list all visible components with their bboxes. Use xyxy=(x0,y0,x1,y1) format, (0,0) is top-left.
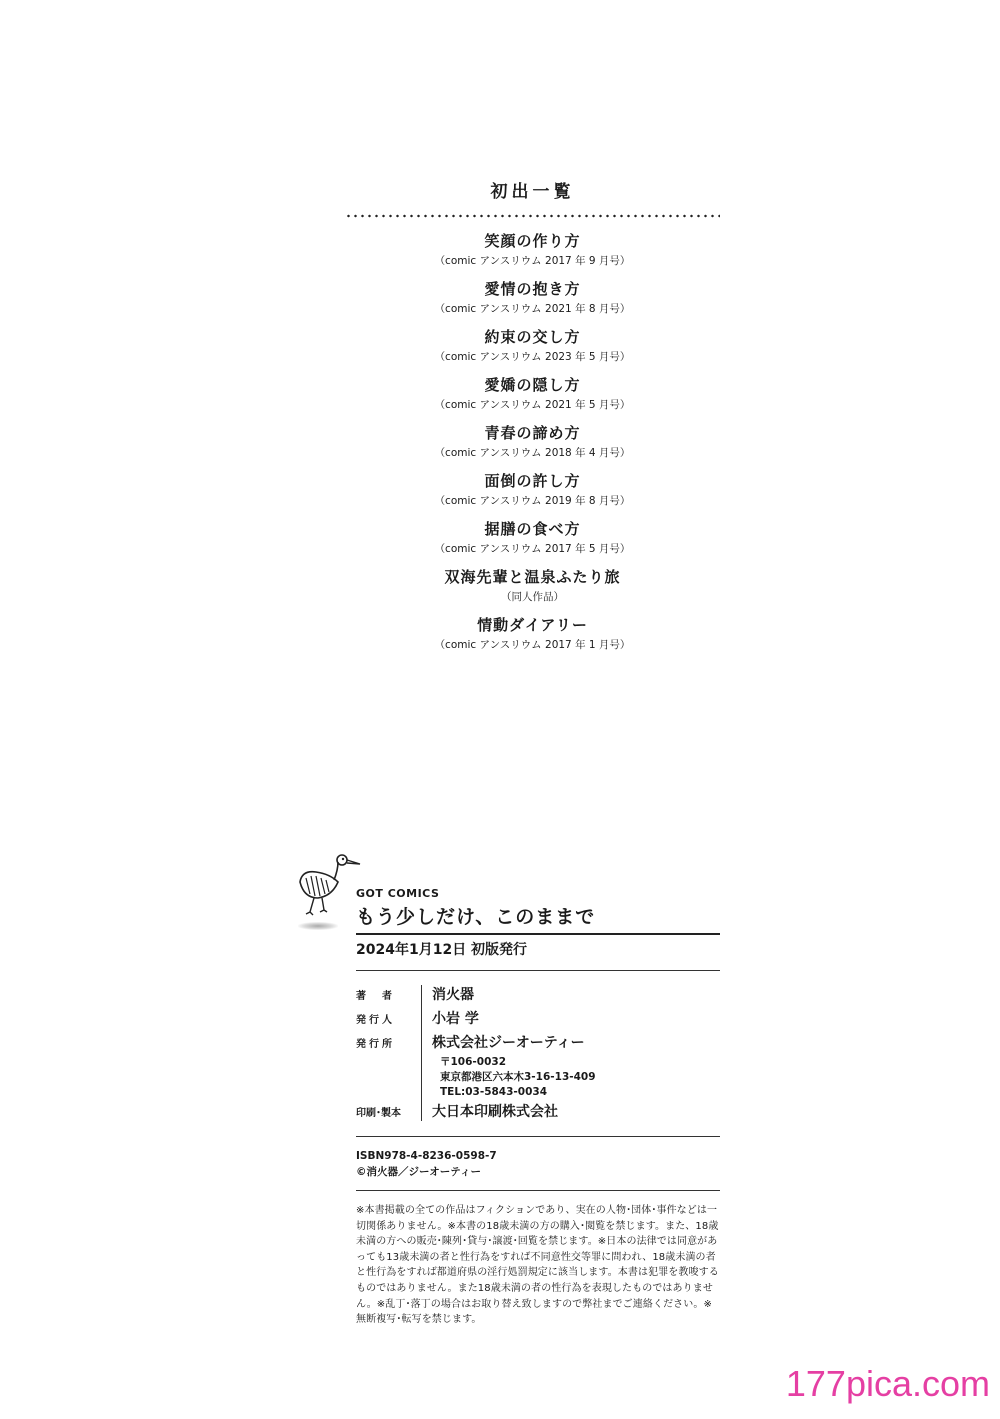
entry-title: 笑顔の作り方 xyxy=(484,232,581,250)
title-rule xyxy=(356,933,720,935)
entry-title: 約束の交し方 xyxy=(484,328,581,346)
toc-entry xyxy=(345,471,720,506)
postal-code: 〒106-0032 xyxy=(440,1056,506,1068)
toc-heading: 初出一覧 xyxy=(490,182,575,202)
toc-entry xyxy=(345,567,720,602)
entry-title: 据膳の食べ方 xyxy=(484,520,581,538)
watermark: 177pica.com xyxy=(785,1363,990,1404)
divider xyxy=(356,970,720,971)
telephone: TEL:03-5843-0034 xyxy=(440,1086,547,1098)
entry-title: 双海先輩と温泉ふたり旅 xyxy=(444,568,621,586)
entry-source: （comic アンスリウム 2021 年 5 月号） xyxy=(434,399,631,411)
toc-entry xyxy=(345,327,720,362)
toc-entry xyxy=(345,231,720,266)
book-title: もう少しだけ、このままで xyxy=(356,906,596,928)
entry-source: （comic アンスリウム 2021 年 8 月号） xyxy=(434,303,631,315)
toc-entry xyxy=(345,375,720,410)
entry-source: （comic アンスリウム 2018 年 4 月号） xyxy=(434,447,631,459)
entry-title: 面倒の許し方 xyxy=(484,472,581,490)
entry-source: （comic アンスリウム 2017 年 9 月号） xyxy=(434,255,631,267)
entry-source: （comic アンスリウム 2023 年 5 月号） xyxy=(434,351,631,363)
entry-source: （comic アンスリウム 2017 年 1 月号） xyxy=(434,639,631,651)
publication-date: 2024年1月12日 初版発行 xyxy=(356,942,528,958)
toc-entry xyxy=(345,615,720,650)
legal-notice: ※本書掲載の全ての作品はフィクションであり、実在の人物･団体･事件などは一切関係ありません。※本書の18歳未満の方の購入･閲覧を禁じます。また、18歳未満の方への販売･陳列･貸与･譲渡･回覧を禁じます。※日本の法律では同意があっても13歳未満の者と性行為をすれば不同意性交等罪に問われ、18歳未満の者と性行為をすれば都道府県の淫行処罰規定に該当します。本書は犯罪を教唆するものではありません。また18歳未満の者の性行為を表現したものではありません。※乱丁･落丁の場合はお取り替え致しますので弊社までご連絡ください。※無断複写･転写を禁じます。 xyxy=(356,1205,719,1326)
author-name: 消火器 xyxy=(432,987,474,1003)
entry-source: （同人作品） xyxy=(501,591,564,603)
entry-source: （comic アンスリウム 2019 年 8 月号） xyxy=(434,495,631,507)
printer-name: 大日本印刷株式会社 xyxy=(432,1104,558,1120)
first-appearance-list xyxy=(345,178,720,650)
credits-block xyxy=(356,983,720,1124)
publisher-name: 株式会社ジーオーティー xyxy=(432,1035,585,1051)
toc-entries xyxy=(345,231,720,650)
series-name: GOT COMICS xyxy=(356,887,440,900)
publisher-person-label: 発行人 xyxy=(356,1015,395,1026)
entry-title: 情動ダイアリー xyxy=(477,616,588,634)
logo-shadow xyxy=(298,922,338,930)
dotted-divider xyxy=(345,214,720,218)
entry-source: （comic アンスリウム 2017 年 5 月号） xyxy=(434,543,631,555)
publisher-label: 発行所 xyxy=(356,1039,395,1050)
author-label: 著 者 xyxy=(356,991,395,1002)
colophon xyxy=(356,886,720,1328)
toc-entry xyxy=(345,279,720,314)
publisher-person-name: 小岩 学 xyxy=(432,1011,479,1027)
printer-label: 印刷･製本 xyxy=(356,1108,401,1119)
toc-entry xyxy=(345,519,720,554)
isbn: ISBN978-4-8236-0598-7 xyxy=(356,1150,497,1162)
divider xyxy=(356,1136,720,1137)
toc-entry xyxy=(345,423,720,458)
divider xyxy=(356,1190,720,1191)
entry-title: 青春の諦め方 xyxy=(484,424,581,442)
credit-row-publisher xyxy=(356,1031,720,1055)
entry-title: 愛情の抱き方 xyxy=(484,280,581,298)
address: 東京都港区六本木3-16-13-409 xyxy=(440,1071,596,1083)
bird-icon xyxy=(292,852,362,932)
entry-title: 愛嬌の隠し方 xyxy=(484,376,581,394)
credit-row-author xyxy=(356,983,720,1007)
credit-row-publisher-person xyxy=(356,1007,720,1031)
copyright: ©消火器／ジーオーティー xyxy=(356,1166,481,1178)
credits-divider xyxy=(421,985,422,1121)
credit-row-printer xyxy=(356,1100,720,1124)
